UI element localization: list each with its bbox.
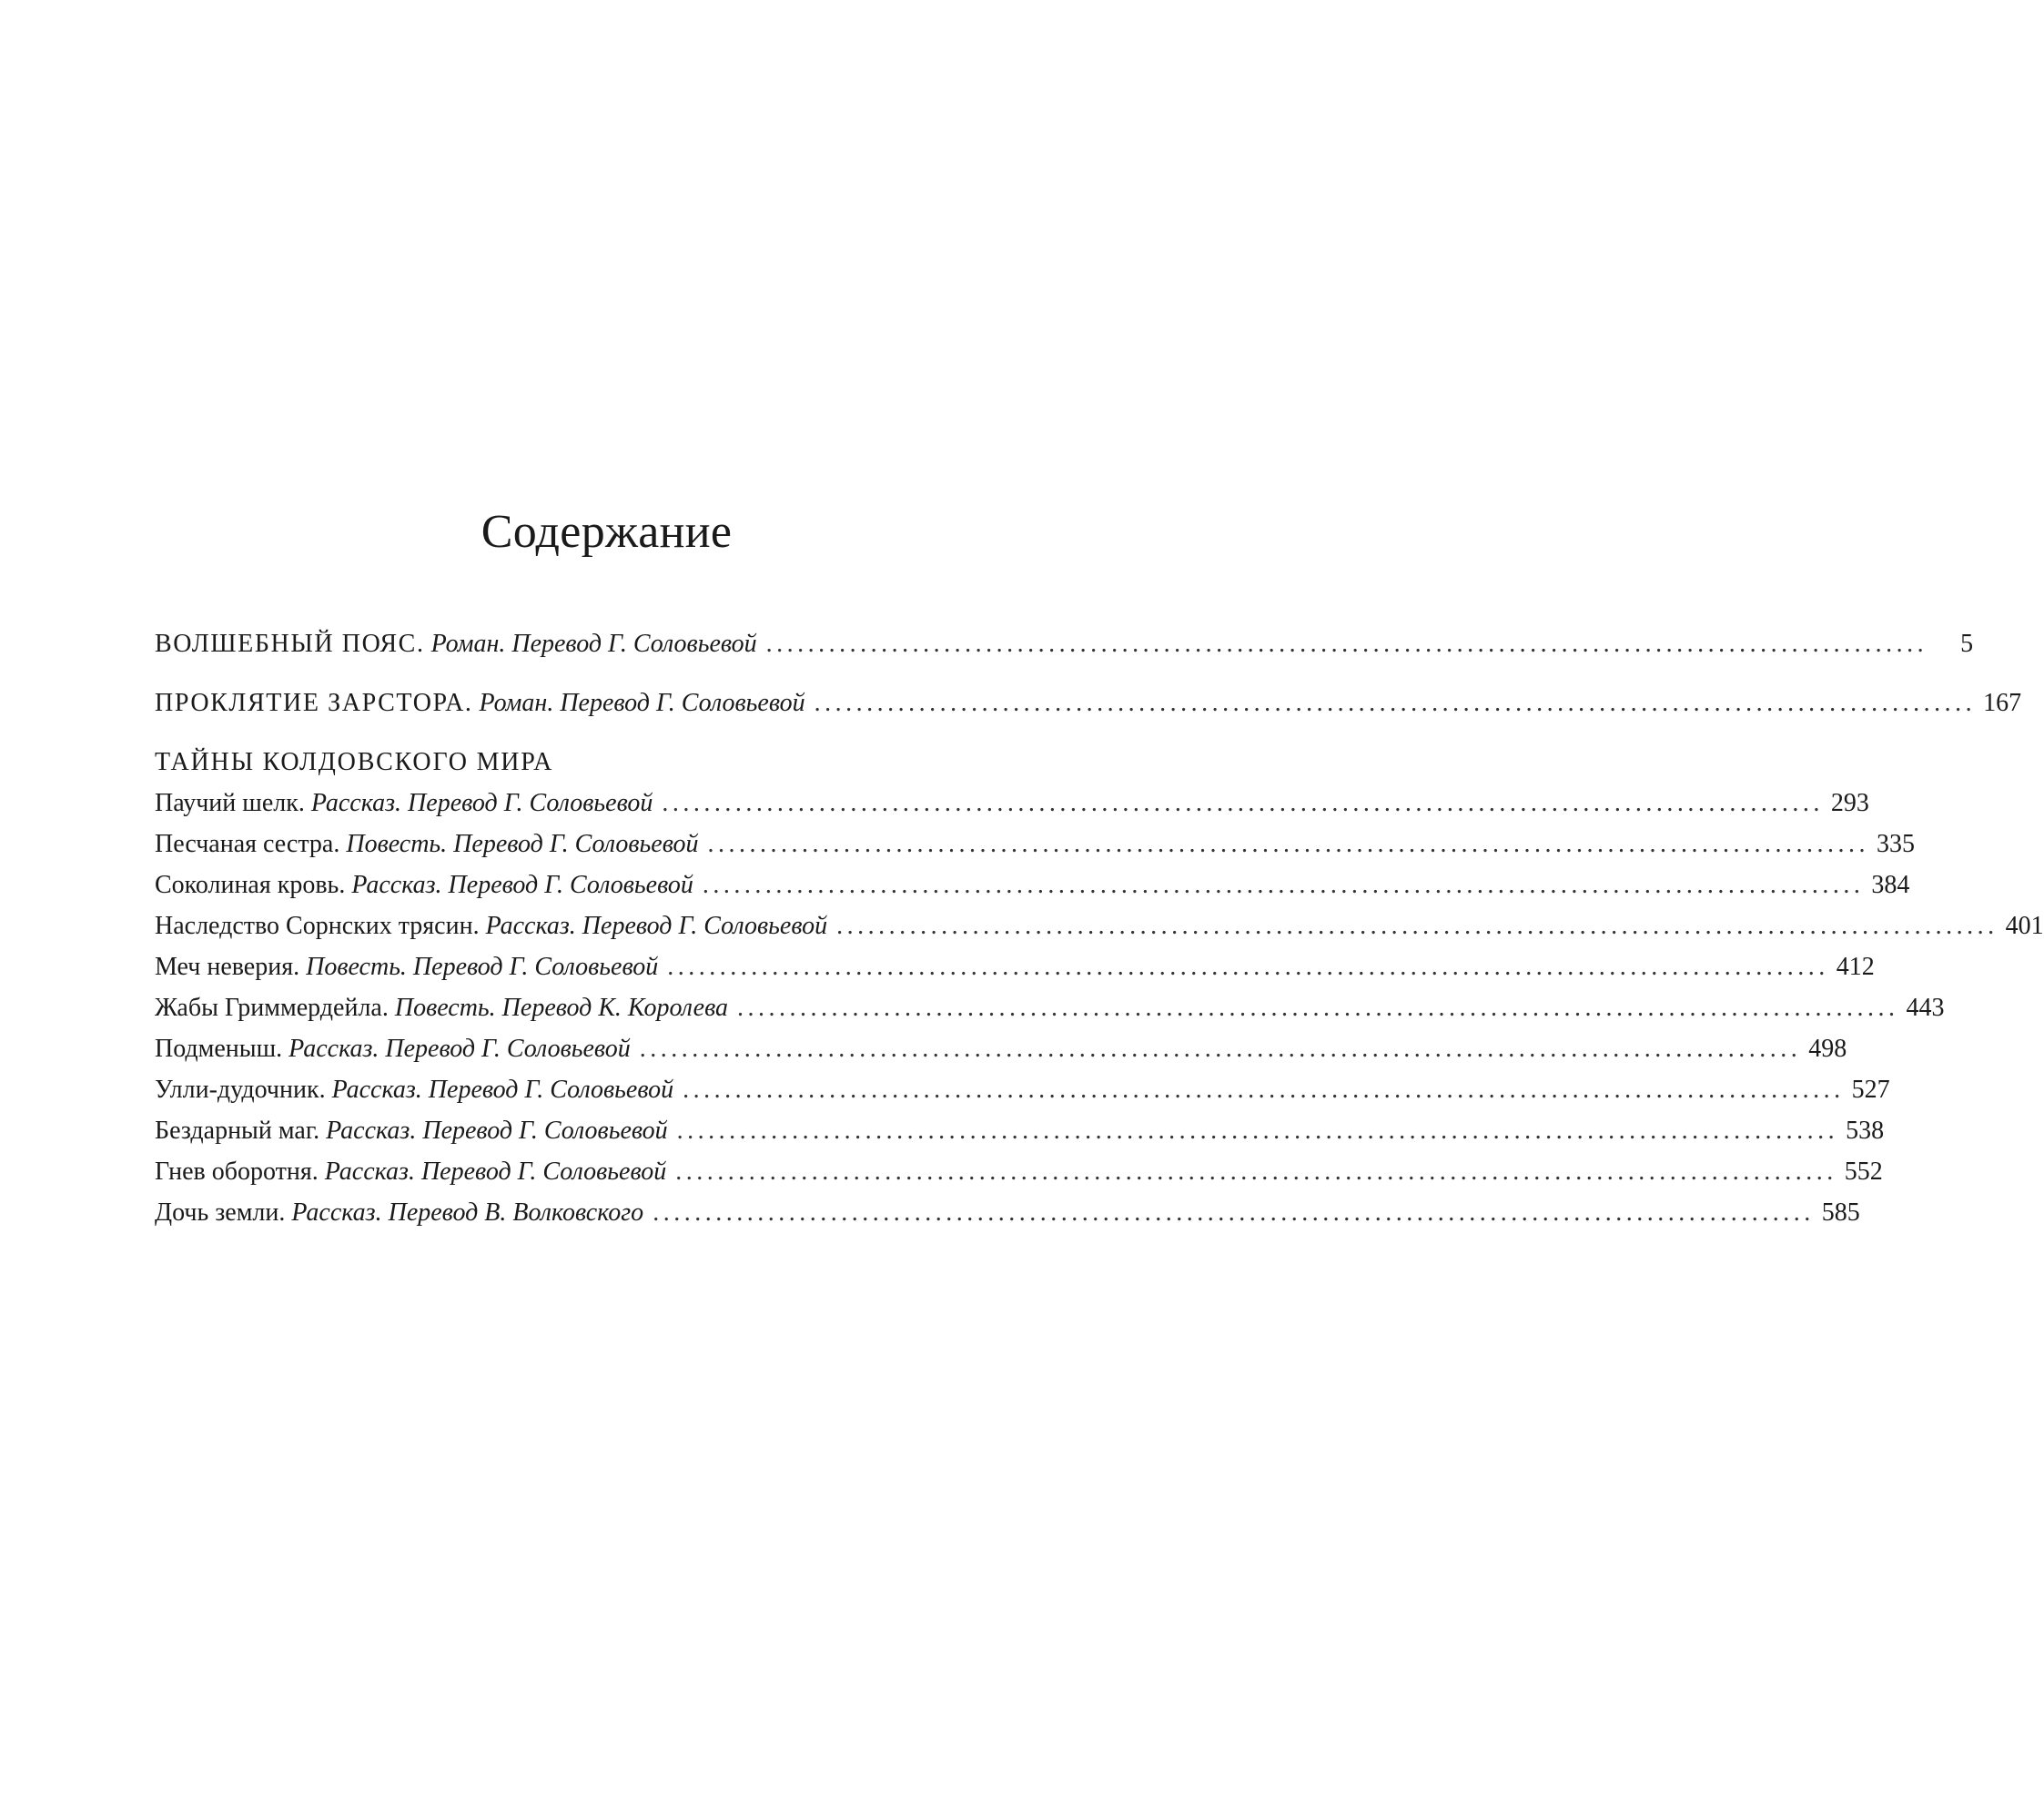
- toc-entry-novel-1[interactable]: [155, 626, 1974, 662]
- toc-entry[interactable]: [155, 1072, 1890, 1108]
- dot-leader: ...............................................................................................................: [836, 912, 1998, 940]
- toc-entry-meta: Повесть. Перевод К. Королева: [394, 994, 729, 1022]
- toc-entry-title: Соколиная кровь.: [155, 871, 346, 899]
- toc-entry[interactable]: [155, 990, 1945, 1026]
- toc-entry[interactable]: [155, 1195, 1860, 1231]
- toc-entry-meta: Рассказ. Перевод Г. Соловьевой: [288, 1035, 631, 1063]
- toc-entry-meta: Рассказ. Перевод Г. Соловьевой: [331, 1076, 674, 1104]
- toc-entry-novel-2[interactable]: [155, 685, 2022, 722]
- dot-leader: ...............................................................................................................: [676, 1117, 1839, 1145]
- toc-entry-meta: Рассказ. Перевод В. Волковского: [291, 1198, 644, 1227]
- dot-leader: ...............................................................................................................: [737, 994, 1899, 1022]
- toc-entry-page: 538: [1846, 1117, 1885, 1145]
- toc-entry[interactable]: [155, 785, 1869, 822]
- toc-entry-page: 167: [1983, 689, 2022, 717]
- toc-entry-page: 498: [1808, 1035, 1847, 1063]
- toc-entry-page: 412: [1836, 953, 1875, 981]
- toc-entry-meta: Рассказ. Перевод Г. Соловьевой: [485, 912, 828, 940]
- toc-entry-title: Наследство Сорнских трясин.: [155, 912, 480, 940]
- toc-entry-title: Гнев оборотня.: [155, 1158, 319, 1186]
- toc-entry-page: 335: [1876, 830, 1915, 858]
- toc-entry-page: 527: [1851, 1076, 1890, 1104]
- toc-entry-title: Подменыш.: [155, 1035, 283, 1063]
- dot-leader: ...............................................................................................................: [662, 789, 1824, 817]
- toc-entry-title: Жабы Гриммердейла.: [155, 994, 389, 1022]
- toc-entry-meta: Повесть. Перевод Г. Соловьевой: [346, 830, 699, 858]
- toc-entry[interactable]: [155, 826, 1915, 863]
- toc-entry-page: 443: [1906, 994, 1945, 1022]
- toc-entry-page: 5: [1960, 630, 1974, 658]
- dot-leader: ...............................................................................................................: [814, 689, 1977, 717]
- toc-entry[interactable]: [155, 908, 2044, 945]
- toc-entry[interactable]: [155, 949, 1875, 986]
- toc-entry-meta: Повесть. Перевод Г. Соловьевой: [306, 953, 659, 981]
- toc-entry-meta: Рассказ. Перевод Г. Соловьевой: [351, 871, 693, 899]
- toc-entry-page: 293: [1830, 789, 1869, 817]
- toc-entry-page: 401: [2005, 912, 2044, 940]
- dot-leader: ...............................................................................................................: [707, 830, 1869, 858]
- dot-leader: ...............................................................................................................: [702, 871, 1865, 899]
- section-heading: ТАЙНЫ КОЛДОВСКОГО МИРА: [155, 748, 554, 776]
- toc-entry-meta: Рассказ. Перевод Г. Соловьевой: [310, 789, 653, 817]
- toc-entry-title: ПРОКЛЯТИЕ ЗАРСТОРА.: [155, 689, 473, 717]
- dot-leader: ...............................................................................................................: [675, 1158, 1837, 1186]
- toc-entry-title: Паучий шелк.: [155, 789, 305, 817]
- toc-entry-title: Улли-дудочник.: [155, 1076, 326, 1104]
- page-title: Содержание: [481, 506, 733, 558]
- dot-leader: ...............................................................................................................: [765, 630, 1928, 658]
- toc-entry-page: 585: [1821, 1198, 1860, 1227]
- toc-entry-meta: Рассказ. Перевод Г. Соловьевой: [324, 1158, 667, 1186]
- toc-entry-meta: Рассказ. Перевод Г. Соловьевой: [326, 1117, 668, 1145]
- toc-entry[interactable]: [155, 1113, 1885, 1149]
- toc-entry-page: 384: [1871, 871, 1910, 899]
- toc-entry-title: Бездарный маг.: [155, 1117, 320, 1145]
- toc-entry[interactable]: [155, 867, 1910, 904]
- toc-entry-title: Дочь земли.: [155, 1198, 286, 1227]
- toc-entry-meta: Роман. Перевод Г. Соловьевой: [430, 630, 757, 658]
- toc-entry[interactable]: [155, 1031, 1847, 1067]
- toc-entry-title: ВОЛШЕБНЫЙ ПОЯС.: [155, 630, 425, 658]
- dot-leader: ...............................................................................................................: [683, 1076, 1845, 1104]
- toc-entry-meta: Роман. Перевод Г. Соловьевой: [479, 689, 805, 717]
- toc-entry[interactable]: [155, 1154, 1883, 1190]
- dot-leader: ...............................................................................................................: [667, 953, 1829, 981]
- dot-leader: ...............................................................................................................: [639, 1035, 1802, 1063]
- toc-entry-title: Песчаная сестра.: [155, 830, 340, 858]
- toc-entry-title: Меч неверия.: [155, 953, 300, 981]
- dot-leader: ...............................................................................................................: [653, 1198, 1815, 1227]
- toc-entry-page: 552: [1844, 1158, 1883, 1186]
